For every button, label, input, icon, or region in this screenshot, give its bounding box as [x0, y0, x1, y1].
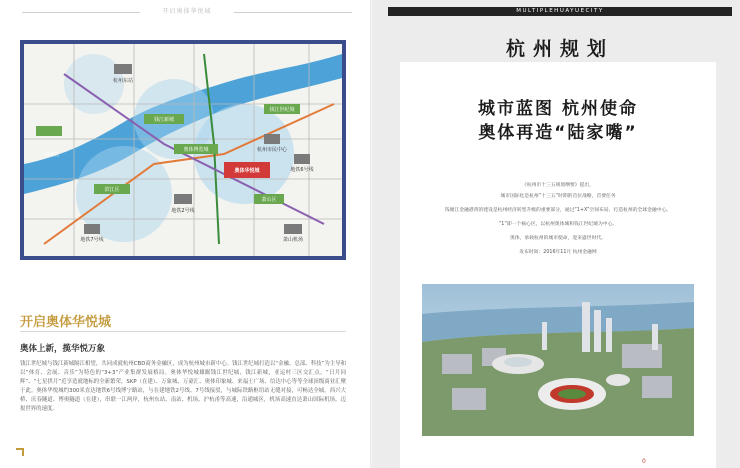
location-map-graphic [24, 44, 342, 256]
section-paragraph: 钱江世纪城与钱江新城隔江相望，共同成就杭州CBD商务金融区，成为杭州城市新中心。钱江世纪城打造以“金融、总部、科技”为主导和以“体育、会展、音乐”为特色的“3+3”产业集群发展格局。奥体华悦城雄踞钱江世纪城，钱江新城，亚运村三区交汇点，“日月同辉”、“七星拱月”近享造就地标的全新繁荣，SKP（在建）、万象城、万豪汇、奥体印象城、来福士广场、信达中心等等全球顶级商业汇聚于此。奥体华悦城约300米直达地铁6号线博宁路站，与在建地铁2号线、7号线接驳，与城际铁路枢纽站无缝对接，可畅达全城。西兴大桥、庆春隧道、博奥隧道（在建），串联一江两岸，杭州东站、南站、机场、沪杭甬等高速，沿通城区，机场高速直达萧山国际机场，迈报世界的速度。 [20, 361, 346, 412]
map-label-century-city: 钱江世纪城 [269, 107, 295, 113]
header-rule-right [234, 12, 352, 13]
map-label-metro-6: 地铁6号线 [290, 167, 314, 173]
page-title: 杭州规划 [505, 38, 614, 60]
left-header-text: 开启奥体华悦城 [162, 8, 212, 15]
map-label-river: 钱塘江 [44, 152, 60, 158]
section-divider [20, 331, 346, 332]
headline-line-1: 城市蓝图 杭州使命 [478, 99, 638, 119]
publish-info: 发布时间：2016年11月 杭州金融网 [519, 250, 597, 255]
banner-bar [388, 7, 732, 16]
left-page-header [22, 6, 352, 18]
map-label-project: 奥体华悦城 [234, 168, 260, 174]
map-label-metro-7: 地铁7号线 [80, 237, 104, 243]
body-line: 钱塘江金融港湾的建设是杭州经济转型升级的重要部分，通过“1+X”空间布局，打造杭州的全球金融中心。 [444, 208, 672, 213]
aerial-rendering-graphic [422, 284, 694, 436]
location-map [20, 40, 346, 260]
news-clipping [400, 62, 716, 468]
map-label-qianjiang-newcity: 钱江新城 [153, 117, 175, 123]
map-label-olympic-city: 奥体博览城 [183, 147, 209, 153]
map-label-metro-2: 地铁2号线 [171, 208, 195, 214]
body-line: 奥体，承载杭州的城市使命，迎来盛世时代。 [510, 236, 606, 241]
banner-text: MULTIPLEHUAYUECITY [516, 8, 604, 14]
map-label-airport: 萧山机场 [282, 237, 304, 243]
section-title: 开启奥体华悦城 [20, 315, 112, 330]
headline-line-2: 奥体再造“陆家嘴” [478, 123, 638, 143]
right-page [372, 0, 740, 468]
corner-ornament [16, 448, 24, 456]
clipping-body [422, 180, 694, 258]
body-line: “1”即一个核心区，以杭州奥体城和钱江世纪城为中心。 [498, 222, 618, 227]
map-label-binjiang: 滨江区 [104, 187, 120, 193]
map-label-xiaoshan: 萧山区 [261, 197, 277, 203]
aerial-rendering [422, 284, 694, 436]
map-label-east-station: 杭州东站 [112, 78, 134, 84]
map-label-civic-center: 杭州市民中心 [256, 147, 288, 153]
section-subtitle: 奥体上新，揽华悦万象 [20, 344, 106, 354]
header-rule-left [22, 12, 140, 13]
body-line: 《杭州市十三五规划纲要》提出， [522, 183, 594, 188]
body-line: 城市国际化是杭州“十三五”时期的首位战略，首要任务 [500, 194, 616, 199]
page-number: 0 [642, 458, 646, 465]
